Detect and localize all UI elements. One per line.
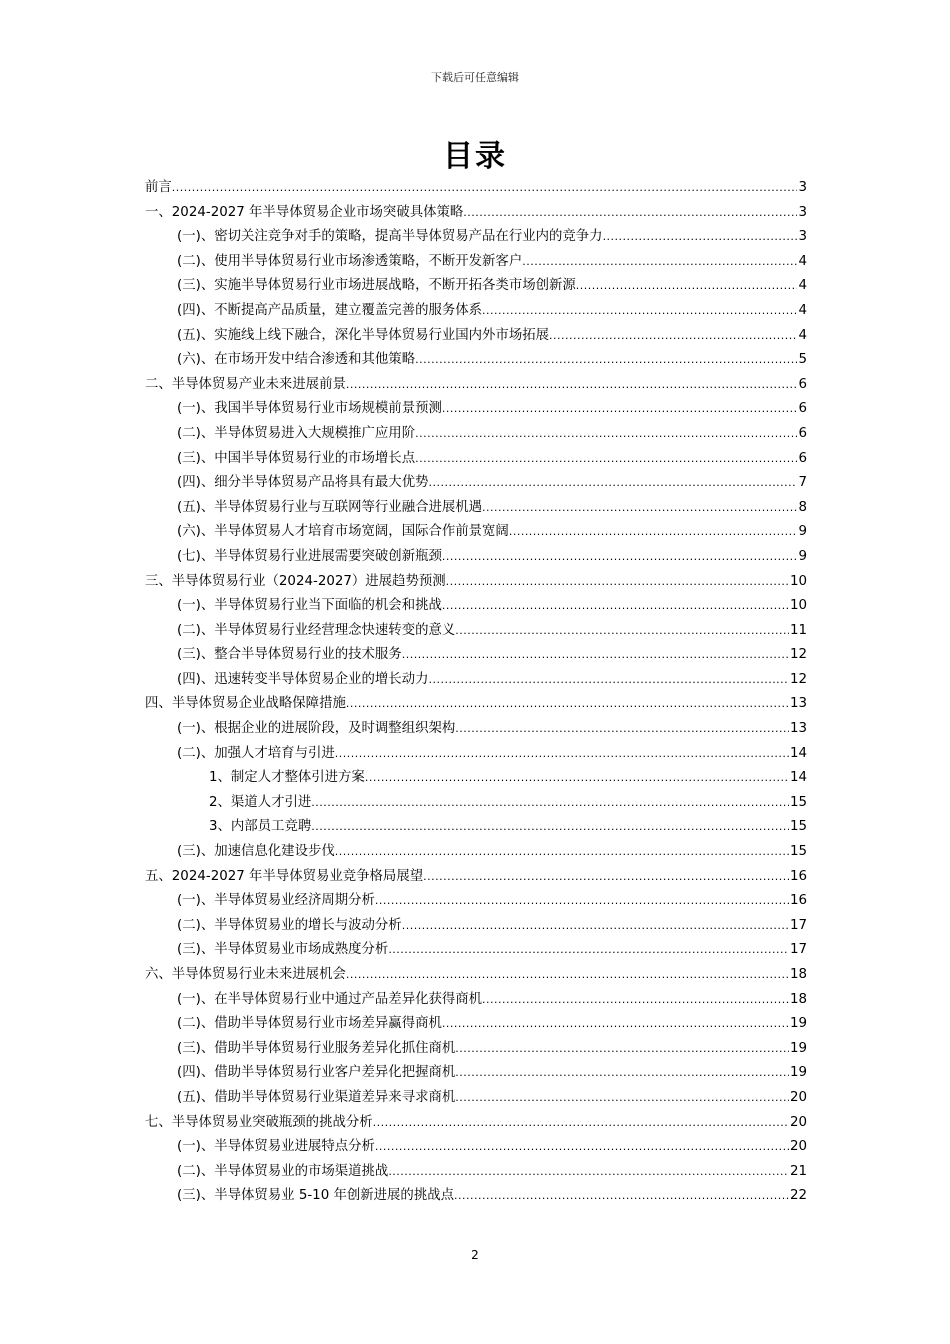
toc-entry[interactable]	[145, 619, 807, 644]
toc-dot-leader	[454, 1184, 789, 1209]
toc-dot-leader	[482, 496, 797, 521]
toc-entry-page: 17	[789, 942, 807, 958]
toc-entry[interactable]	[145, 422, 807, 447]
toc-dot-leader	[335, 840, 789, 865]
toc-dot-leader	[346, 373, 798, 398]
toc-dot-leader	[423, 865, 789, 890]
toc-entry[interactable]	[145, 1012, 807, 1037]
toc-entry[interactable]	[145, 938, 807, 963]
toc-dot-leader	[428, 471, 797, 496]
toc-entry-text: 前言	[145, 180, 172, 195]
toc-entry[interactable]	[145, 1061, 807, 1086]
toc-entry-page: 15	[789, 794, 807, 810]
toc-entry-page: 17	[789, 917, 807, 933]
toc-entry-page: 4	[798, 302, 807, 318]
toc-entry[interactable]	[145, 791, 807, 816]
toc-dot-leader	[576, 274, 798, 299]
toc-entry-text: (一)、半导体贸易业进展特点分析	[177, 1139, 375, 1155]
toc-dot-leader	[455, 1086, 789, 1111]
toc-entry[interactable]	[145, 1037, 807, 1062]
toc-entry-text: 七、半导体贸易业突破瓶颈的挑战分析	[145, 1114, 373, 1130]
toc-entry-page: 19	[789, 1065, 807, 1081]
toc-entry-text: (六)、半导体贸易人才培育市场宽阔，国际合作前景宽阔	[177, 524, 509, 540]
toc-dot-leader	[482, 988, 789, 1013]
toc-entry-page: 3	[798, 180, 807, 195]
toc-dot-leader	[402, 914, 789, 939]
toc-dot-leader	[388, 1160, 789, 1185]
toc-entry-text: (三)、半导体贸易业市场成熟度分析	[177, 942, 389, 958]
toc-entry[interactable]	[145, 742, 807, 767]
toc-entry-page: 15	[789, 819, 807, 835]
toc-entry-text: (二)、借助半导体贸易行业市场差异赢得商机	[177, 1016, 442, 1032]
toc-entry-page: 4	[798, 278, 807, 294]
toc-entry[interactable]	[145, 545, 807, 570]
toc-dot-leader	[428, 668, 788, 693]
toc-dot-leader	[455, 1037, 789, 1062]
toc-entry-text: (三)、加速信息化建设步伐	[177, 844, 335, 860]
toc-dot-leader	[442, 1012, 789, 1037]
toc-entry-page: 16	[789, 893, 807, 909]
toc-entry-text: (五)、借助半导体贸易行业渠道差异来寻求商机	[177, 1089, 456, 1105]
toc-entry-page: 4	[798, 253, 807, 269]
toc-dot-leader	[346, 692, 789, 717]
toc-entry[interactable]	[145, 717, 807, 742]
toc-entry[interactable]	[145, 668, 807, 693]
toc-entry-text: (三)、中国半导体贸易行业的市场增长点	[177, 450, 416, 466]
toc-entry[interactable]	[145, 865, 807, 890]
toc-entry-text: 一、2024-2027 年半导体贸易企业市场突破具体策略	[145, 204, 464, 220]
toc-entry-text: (四)、借助半导体贸易行业客户差异化把握商机	[177, 1065, 456, 1081]
toc-entry-text: (一)、半导体贸易业经济周期分析	[177, 893, 375, 909]
toc-dot-leader	[365, 766, 789, 791]
toc-entry[interactable]	[145, 397, 807, 422]
toc-dot-leader	[463, 201, 797, 226]
toc-title: 目录	[443, 139, 507, 174]
toc-entry[interactable]	[145, 766, 807, 791]
toc-entry[interactable]	[145, 201, 807, 226]
toc-dot-leader	[388, 938, 789, 963]
toc-entry[interactable]	[145, 520, 807, 545]
toc-entry-text: 二、半导体贸易产业未来进展前景	[145, 376, 346, 392]
toc-entry[interactable]	[145, 963, 807, 988]
toc-entry-page: 5	[798, 352, 807, 368]
toc-entry-page: 18	[789, 967, 807, 982]
toc-entry-page: 9	[798, 548, 807, 564]
toc-entry-page: 21	[789, 1163, 807, 1179]
toc-entry[interactable]	[145, 1160, 807, 1185]
toc-entry-text: (三)、半导体贸易业 5-10 年创新进展的挑战点	[177, 1188, 454, 1204]
toc-entry-text: 1、制定人才整体引进方案	[209, 770, 365, 786]
toc-entry-page: 10	[789, 598, 807, 614]
toc-entry[interactable]	[145, 274, 807, 299]
toc-entry-text: (二)、半导体贸易业的市场渠道挑战	[177, 1163, 389, 1179]
toc-entry-text: (一)、半导体贸易行业当下面临的机会和挑战	[177, 598, 442, 614]
toc-entry-page: 20	[789, 1089, 807, 1105]
toc-dot-leader	[415, 348, 797, 373]
toc-entry[interactable]	[145, 496, 807, 521]
toc-entry-text: (七)、半导体贸易行业进展需要突破创新瓶颈	[177, 548, 442, 564]
toc-entry-text: (三)、整合半导体贸易行业的技术服务	[177, 647, 402, 663]
toc-entry[interactable]	[145, 176, 807, 201]
toc-entry[interactable]	[145, 914, 807, 939]
toc-entry[interactable]	[145, 299, 807, 324]
toc-entry[interactable]	[145, 447, 807, 472]
toc-entry[interactable]	[145, 348, 807, 373]
toc-entry-text: (二)、半导体贸易进入大规模推广应用阶	[177, 425, 416, 441]
toc-entry-text: (一)、我国半导体贸易行业市场规模前景预测	[177, 401, 442, 417]
toc-dot-leader	[442, 594, 789, 619]
toc-dot-leader	[415, 447, 797, 472]
toc-dot-leader	[482, 299, 797, 324]
toc-entry-text: (三)、实施半导体贸易行业市场进展战略，不断开拓各类市场创新源	[177, 278, 576, 294]
toc-entry[interactable]	[145, 250, 807, 275]
toc-entry-page: 13	[789, 721, 807, 737]
toc-entry-page: 12	[789, 671, 807, 687]
toc-dot-leader	[415, 422, 797, 447]
toc-entry-text: (一)、密切关注竞争对手的策略，提高半导体贸易产品在行业内的竞争力	[177, 229, 603, 245]
toc-dot-leader	[373, 1111, 789, 1136]
toc-dot-leader	[402, 643, 789, 668]
toc-entry-text: (五)、实施线上线下融合，深化半导体贸易行业国内外市场拓展	[177, 327, 549, 343]
toc-entry-page: 8	[798, 499, 807, 515]
toc-entry[interactable]	[145, 594, 807, 619]
toc-dot-leader	[375, 1135, 789, 1160]
toc-entry-text: 三、半导体贸易行业（2024-2027）进展趋势预测	[145, 573, 446, 589]
toc-entry-page: 3	[798, 229, 807, 245]
toc-entry[interactable]	[145, 643, 807, 668]
toc-entry-text: (五)、半导体贸易行业与互联网等行业融合进展机遇	[177, 499, 483, 515]
toc-entry[interactable]	[145, 324, 807, 349]
toc-dot-leader	[455, 717, 789, 742]
toc-entry-page: 15	[789, 844, 807, 860]
toc-entry-text: (二)、半导体贸易业的增长与波动分析	[177, 917, 402, 933]
toc-entry-text: (一)、在半导体贸易行业中通过产品差异化获得商机	[177, 991, 483, 1007]
toc-entry-text: 五、2024-2027 年半导体贸易业竞争格局展望	[145, 868, 424, 884]
toc-entry-page: 18	[789, 991, 807, 1007]
toc-dot-leader	[442, 545, 798, 570]
toc-entry-page: 16	[789, 868, 807, 884]
toc-entry-page: 6	[798, 376, 807, 392]
toc-entry-page: 22	[789, 1188, 807, 1204]
toc-entry-page: 13	[789, 696, 807, 712]
toc-entry-text: (二)、使用半导体贸易行业市场渗透策略，不断开发新客户	[177, 253, 523, 269]
toc-entry-page: 20	[789, 1139, 807, 1155]
table-of-contents	[145, 176, 807, 1209]
toc-dot-leader	[346, 963, 789, 988]
toc-entry-text: 3、内部员工竞聘	[209, 819, 312, 835]
toc-entry-page: 6	[798, 401, 807, 417]
toc-entry-page: 9	[798, 524, 807, 540]
toc-entry-text: (二)、半导体贸易行业经营理念快速转变的意义	[177, 622, 456, 638]
toc-dot-leader	[509, 520, 798, 545]
toc-entry-text: (四)、细分半导体贸易产品将具有最大优势	[177, 475, 429, 491]
toc-entry-text: 四、半导体贸易企业战略保障措施	[145, 696, 346, 712]
toc-entry-page: 7	[798, 475, 807, 491]
toc-entry-text: (四)、迅速转变半导体贸易企业的增长动力	[177, 671, 429, 687]
toc-entry[interactable]	[145, 471, 807, 496]
toc-dot-leader	[442, 397, 798, 422]
toc-entry-page: 6	[798, 450, 807, 466]
toc-entry[interactable]	[145, 373, 807, 398]
toc-entry-page: 19	[789, 1040, 807, 1056]
toc-entry-page: 12	[789, 647, 807, 663]
toc-entry-page: 3	[798, 204, 807, 220]
toc-entry[interactable]	[145, 815, 807, 840]
toc-entry-text: 2、渠道人才引进	[209, 794, 312, 810]
toc-dot-leader	[455, 1061, 789, 1086]
toc-entry-page: 6	[798, 425, 807, 441]
toc-entry[interactable]	[145, 1086, 807, 1111]
toc-entry[interactable]	[145, 840, 807, 865]
toc-entry[interactable]	[145, 1184, 807, 1209]
toc-entry[interactable]	[145, 692, 807, 717]
toc-dot-leader	[375, 889, 789, 914]
toc-entry[interactable]	[145, 988, 807, 1013]
toc-entry-page: 4	[798, 327, 807, 343]
toc-entry-page: 14	[789, 770, 807, 786]
toc-entry[interactable]	[145, 570, 807, 595]
toc-entry-text: (四)、不断提高产品质量，建立覆盖完善的服务体系	[177, 302, 483, 318]
toc-dot-leader	[335, 742, 789, 767]
toc-dot-leader	[311, 815, 789, 840]
toc-entry[interactable]	[145, 225, 807, 250]
page-header: 下载后可任意编辑	[431, 71, 519, 84]
toc-dot-leader	[172, 176, 798, 201]
toc-entry[interactable]	[145, 1135, 807, 1160]
page-number: 2	[471, 1248, 479, 1262]
toc-entry-text: 六、半导体贸易行业未来进展机会	[145, 967, 346, 982]
toc-entry-page: 19	[789, 1016, 807, 1032]
toc-entry-page: 10	[789, 573, 807, 589]
toc-entry-page: 11	[789, 622, 807, 638]
toc-dot-leader	[311, 791, 789, 816]
toc-dot-leader	[446, 570, 789, 595]
toc-dot-leader	[603, 225, 798, 250]
toc-dot-leader	[549, 324, 797, 349]
toc-entry-text: (六)、在市场开发中结合渗透和其他策略	[177, 352, 416, 368]
toc-entry-page: 14	[789, 745, 807, 761]
toc-entry-text: (三)、借助半导体贸易行业服务差异化抓住商机	[177, 1040, 456, 1056]
toc-dot-leader	[522, 250, 797, 275]
toc-entry[interactable]	[145, 889, 807, 914]
toc-dot-leader	[455, 619, 789, 644]
toc-entry[interactable]	[145, 1111, 807, 1136]
toc-entry-text: (一)、根据企业的进展阶段，及时调整组织架构	[177, 721, 456, 737]
toc-entry-text: (二)、加强人才培育与引进	[177, 745, 335, 761]
toc-entry-page: 20	[789, 1114, 807, 1130]
